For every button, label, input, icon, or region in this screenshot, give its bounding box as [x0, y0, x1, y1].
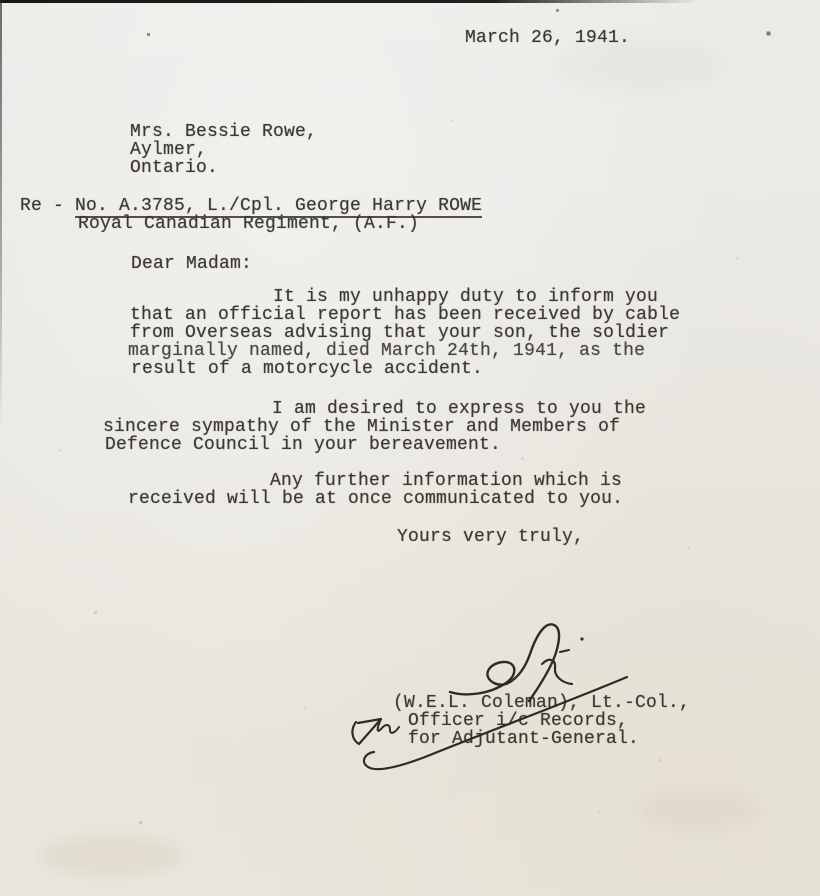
body-line: marginally named, died March 24th, 1941, as the: [128, 341, 646, 361]
paper-specks: [0, 0, 1, 1]
signature-initials-m: [378, 719, 399, 733]
date-line: March 26, 1941.: [465, 28, 631, 48]
body-line: result of a motorcycle accident.: [131, 359, 484, 379]
closing-line: Yours very truly,: [397, 527, 585, 547]
reference-subject-underlined: No. A.3785, L./Cpl. George Harry ROWE: [75, 196, 483, 216]
reference-prefix: Re -: [20, 196, 76, 216]
signature-flourish: [450, 624, 559, 701]
recipient-name: Mrs. Bessie Rowe,: [130, 122, 318, 142]
salutation: Dear Madam:: [131, 254, 253, 274]
scan-edge-left: [0, 0, 2, 430]
body-line: received will be at once communicated to you.: [128, 489, 624, 509]
body-line: I am desired to express to you the: [272, 399, 647, 419]
paper-smudge: [640, 790, 760, 830]
signature-dot: [580, 637, 583, 640]
body-line: It is my unhappy duty to inform you: [273, 287, 659, 307]
paper-smudge: [40, 836, 180, 876]
body-line: Defence Council in your bereavement.: [105, 435, 502, 455]
signature-r-tail: [542, 660, 572, 684]
signature-dash: [560, 650, 569, 652]
body-line: sincere sympathy of the Minister and Members of: [103, 417, 621, 437]
body-line: that an official report has been received by cable: [130, 305, 681, 325]
recipient-province: Ontario.: [130, 158, 219, 178]
scan-edge-top: [0, 0, 700, 3]
signature-title-line: Officer i/c Records,: [408, 711, 629, 731]
body-line: from Overseas advising that your son, the soldier: [130, 323, 670, 343]
recipient-town: Aylmer,: [130, 140, 208, 160]
reference-regiment: Royal Canadian Regiment, (A.F.): [78, 214, 420, 234]
signature-name-line: (W.E.L. Coleman), Lt.-Col.,: [393, 693, 691, 713]
signature-initials: [352, 719, 381, 744]
body-line: Any further information which is: [270, 471, 623, 491]
signature-for-line: for Adjutant-General.: [408, 729, 640, 749]
